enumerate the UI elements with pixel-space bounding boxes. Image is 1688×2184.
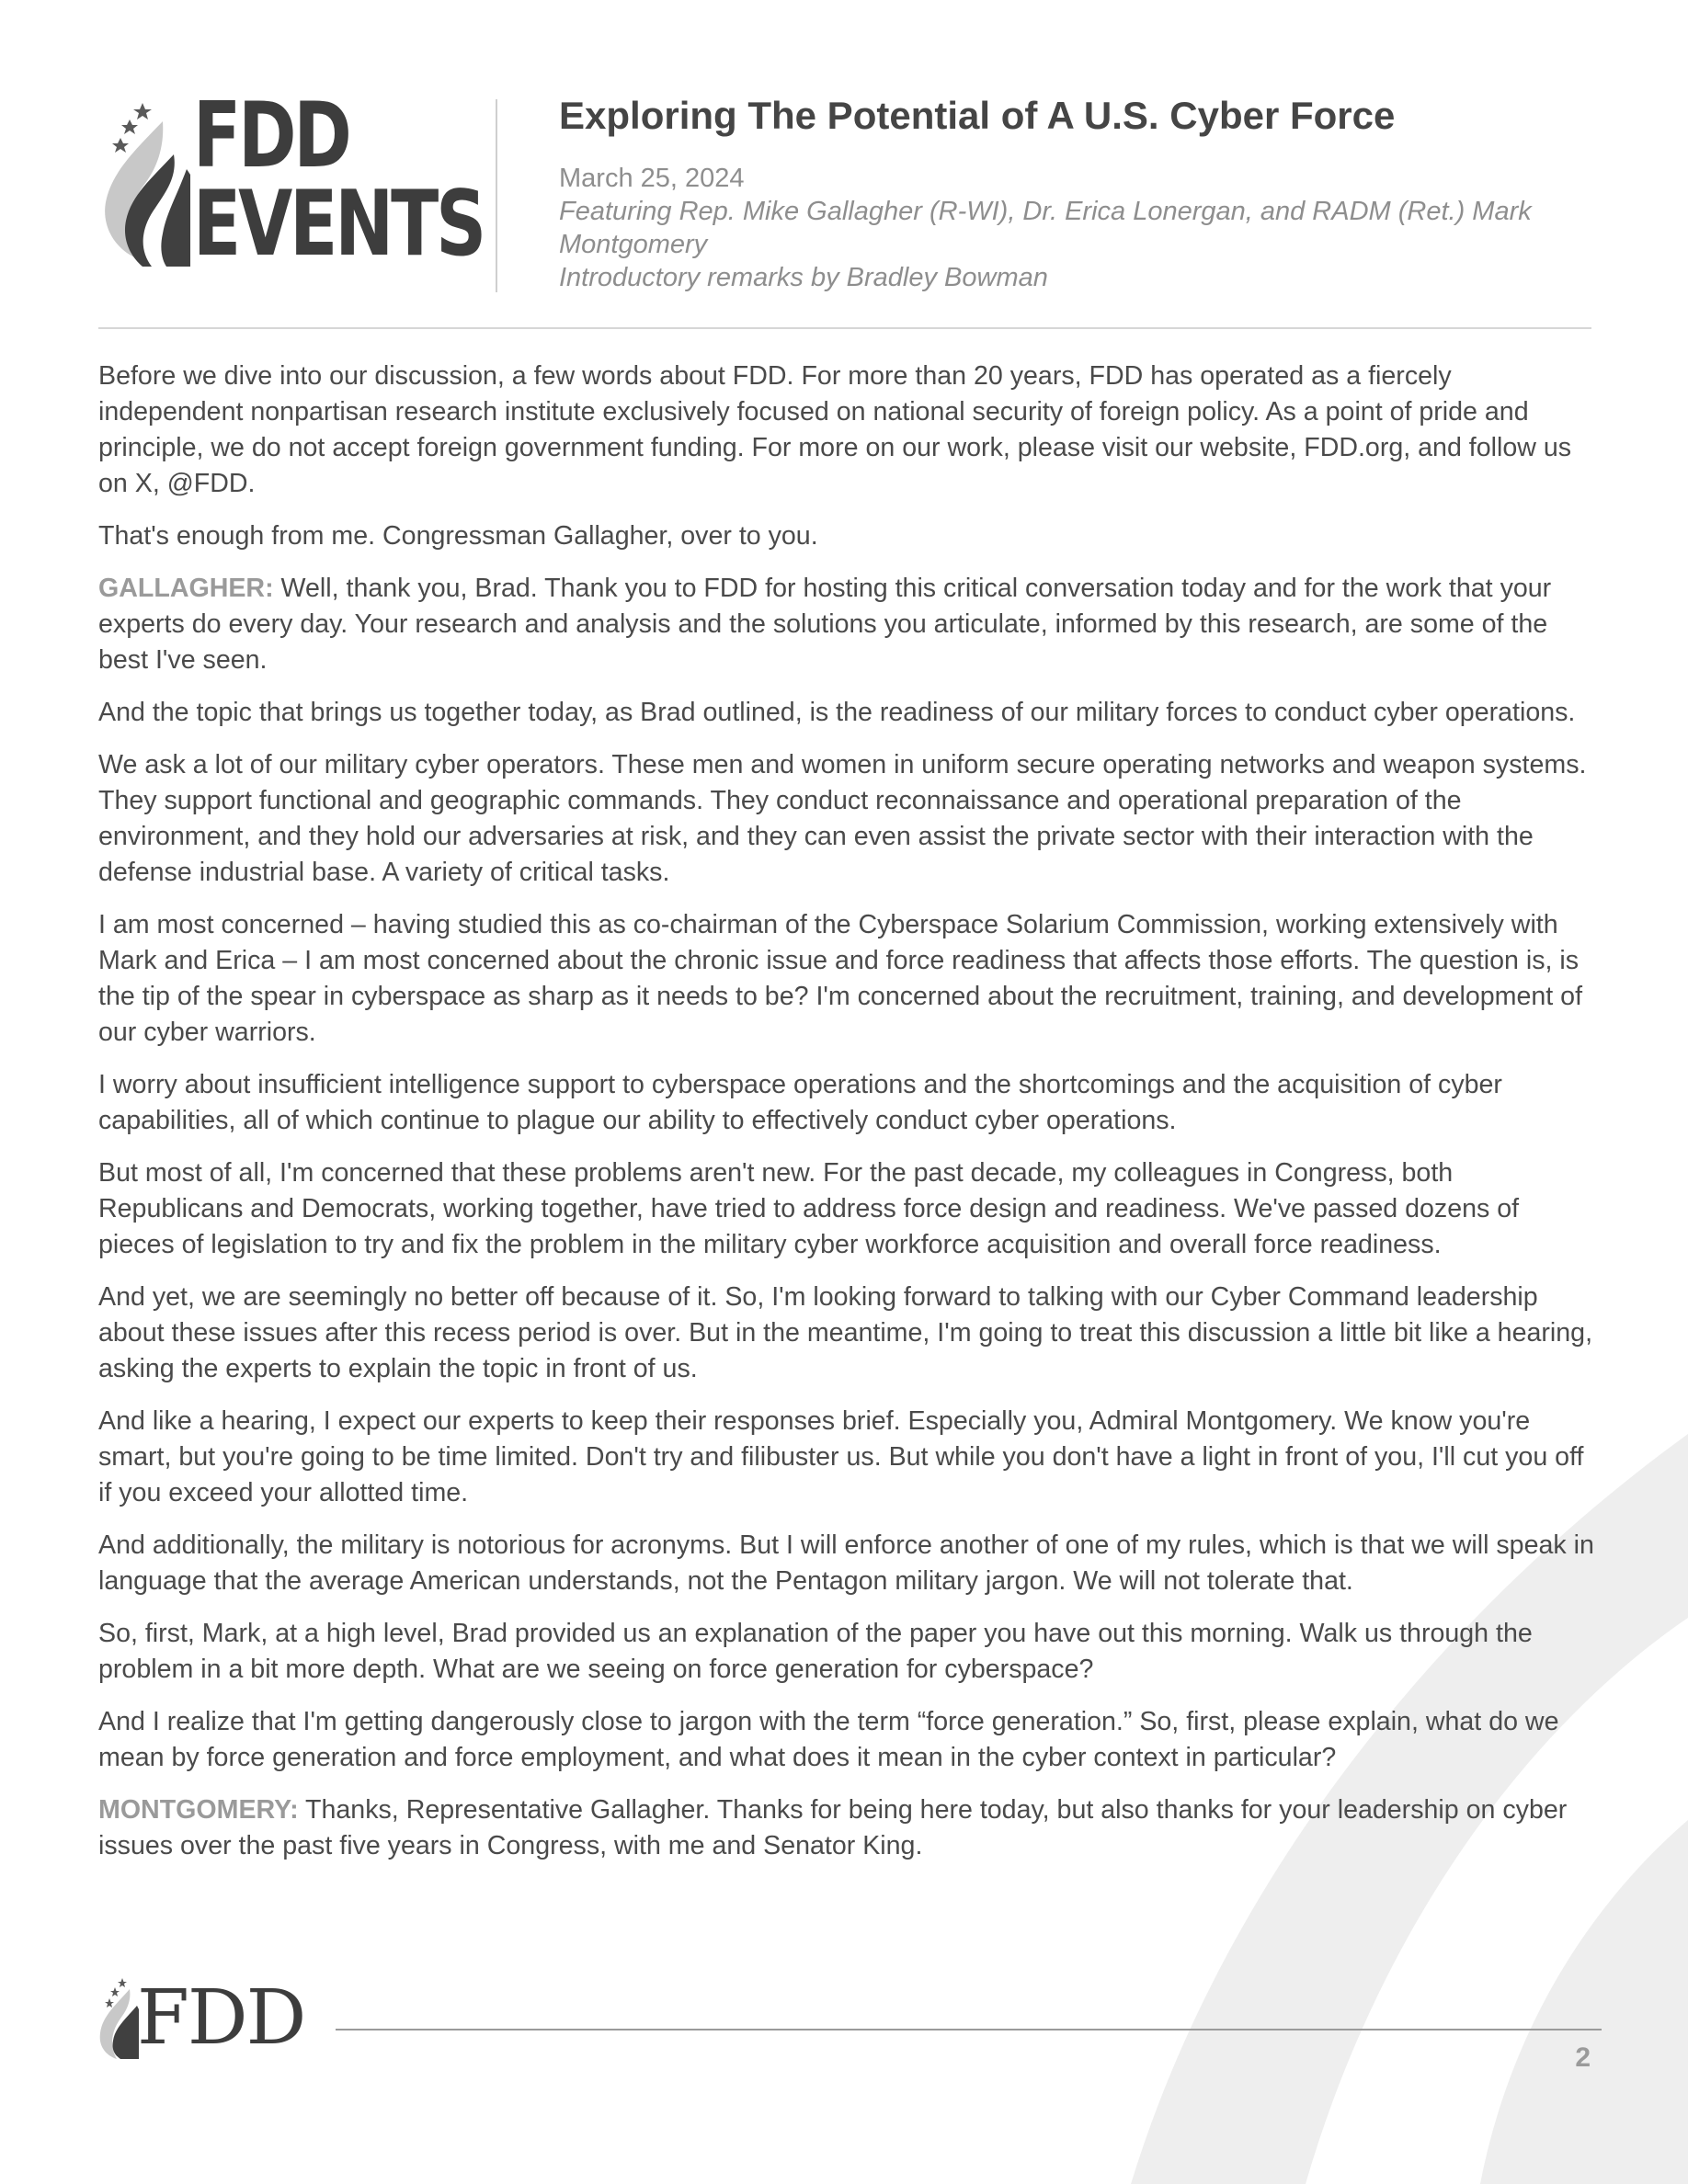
transcript-body — [98, 358, 1597, 1881]
header-rule — [98, 327, 1591, 329]
transcript-paragraph — [98, 1792, 1597, 1864]
page-number: 2 — [1575, 2042, 1591, 2073]
transcript-paragraph — [98, 1155, 1597, 1263]
paragraph-text: Thanks, Representative Gallagher. Thanks for being here today, but also thanks for your leadership on cyber issues over the past five years in Congress, with me and Senator King. — [98, 1795, 1568, 1860]
paragraph-text: And I realize that I'm getting dangerously close to jargon with the term “force generation.” So, first, please explain, what do we mean by force generation and force employment, and what does it mean in the cyber context in particular? — [98, 1707, 1559, 1772]
paragraph-text: And yet, we are seemingly no better off because of it. So, I'm looking forward to talking with our Cyber Command leadership about these issues after this recess period is over. But in the meantime, I'm going to treat this discussion a little bit like a hearing, asking the experts to explain the topic in front of us. — [98, 1282, 1593, 1383]
event-info — [559, 92, 1598, 294]
speaker-label: GALLAGHER: — [98, 574, 274, 603]
transcript-paragraph — [98, 1067, 1597, 1139]
fdd-events-wordmark — [193, 84, 485, 277]
header-vertical-divider — [496, 99, 497, 292]
transcript-paragraph — [98, 1404, 1597, 1511]
paragraph-text: That's enough from me. Congressman Gallagher, over to you. — [98, 521, 818, 551]
paragraph-text: And like a hearing, I expect our experts to keep their responses brief. Especially you, Admiral Montgomery. We know you're smart, but you're going to be time limited. Don't try and filibuster us. But while you don't have a light in front of you, I'll cut you off if you exceed your allotted time. — [98, 1406, 1584, 1507]
footer-logo — [98, 1973, 319, 2065]
paragraph-text: We ask a lot of our military cyber operators. These men and women in uniform secure operating networks and weapon systems. They support functional and geographic commands. They conduct reconnaissance and operational preparation of the environment, and they hold our adversaries at risk, and they can even assist the private sector with their interaction with the defense industrial base. A variety of critical tasks. — [98, 750, 1587, 887]
transcript-paragraph — [98, 907, 1597, 1051]
transcript-paragraph — [98, 358, 1597, 502]
document-header — [98, 84, 1592, 299]
event-featuring: Featuring Rep. Mike Gallagher (R-WI), Dr. Erica Lonergan, and RADM (Ret.) Mark Montgomery — [559, 197, 1532, 259]
paragraph-text: I am most concerned – having studied this as co-chairman of the Cyberspace Solarium Commission, working extensively with Mark and Erica – I am most concerned about the chronic issue and force readiness that affects those efforts. The question is, is the tip of the spear in cyberspace as sharp as it needs to be? I'm concerned about the recruitment, training, and development of our cyber warriors. — [98, 910, 1583, 1047]
footer-flame-icon — [98, 1976, 139, 2059]
footer-logo-text: FDD — [137, 1974, 305, 2062]
fdd-flame-logo-icon — [98, 99, 190, 267]
paragraph-text: I worry about insufficient intelligence support to cyberspace operations and the shortcomings and the acquisition of cyber capabilities, all of which continue to plague our ability to effectively conduct cyber operations. — [98, 1070, 1502, 1135]
paragraph-text: So, first, Mark, at a high level, Brad provided us an explanation of the paper you have out this morning. Walk us through the problem in a bit more depth. What are we seeing on force generation for cyberspace? — [98, 1619, 1533, 1684]
event-date: March 25, 2024 — [559, 164, 745, 193]
transcript-paragraph — [98, 1280, 1597, 1387]
transcript-paragraph — [98, 695, 1597, 731]
paragraph-text: Before we dive into our discussion, a few words about FDD. For more than 20 years, FDD has operated as a fiercely independent nonpartisan research institute exclusively focused on national security of foreign policy. As a point of pride and principle, we do not accept foreign government funding. For more on our work, please visit our website, FDD.org, and follow us on X, @FDD. — [98, 361, 1572, 498]
paragraph-text: And additionally, the military is notorious for acronyms. But I will enforce another of one of my rules, which is that we will speak in language that the average American understands, not the Pentagon military jargon. We will not tolerate that. — [98, 1530, 1594, 1596]
logo-line-fdd: FDD — [193, 84, 349, 188]
footer-rule — [336, 2029, 1602, 2030]
logo-line-events: EVENTS — [193, 172, 485, 277]
paragraph-text: Well, thank you, Brad. Thank you to FDD for hosting this critical conversation today and for the work that your experts do every day. Your research and analysis and the solutions you articulate, informed by this research, are some of the best I've seen. — [98, 574, 1552, 675]
transcript-paragraph — [98, 571, 1597, 678]
speaker-label: MONTGOMERY: — [98, 1795, 299, 1825]
event-title: Exploring The Potential of A U.S. Cyber Force — [559, 94, 1396, 137]
paragraph-text: But most of all, I'm concerned that these problems aren't new. For the past decade, my colleagues in Congress, both Republicans and Democrats, working together, have tried to address force design and readiness. We've passed dozens of pieces of legislation to try and fix the problem in the military cyber workforce acquisition and overall force readiness. — [98, 1158, 1520, 1259]
transcript-paragraph — [98, 747, 1597, 891]
transcript-paragraph — [98, 1616, 1597, 1688]
event-intro-remarks: Introductory remarks by Bradley Bowman — [559, 263, 1048, 292]
paragraph-text: And the topic that brings us together today, as Brad outlined, is the readiness of our military forces to conduct cyber operations. — [98, 698, 1576, 727]
transcript-paragraph — [98, 518, 1597, 554]
transcript-paragraph — [98, 1528, 1597, 1599]
transcript-paragraph — [98, 1704, 1597, 1776]
